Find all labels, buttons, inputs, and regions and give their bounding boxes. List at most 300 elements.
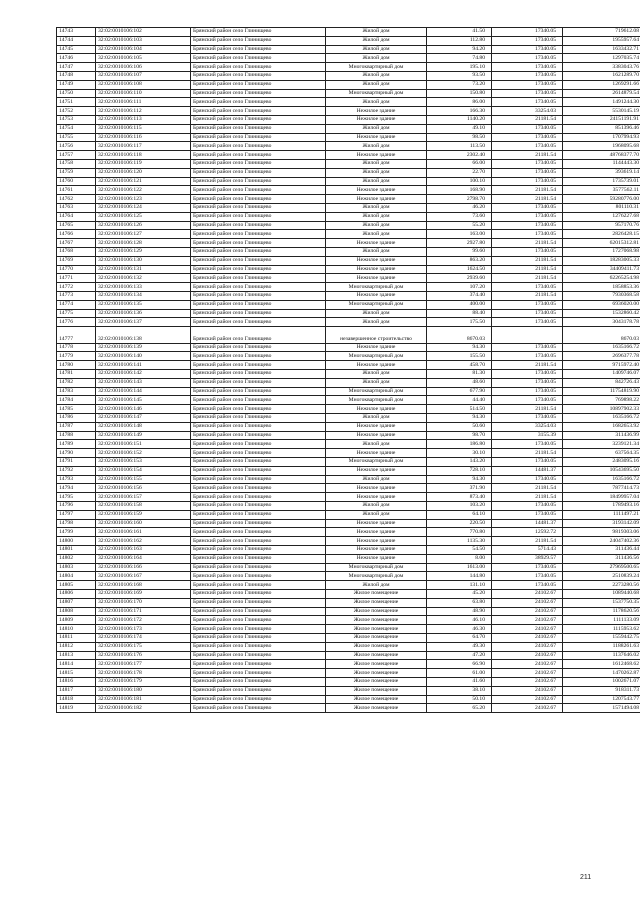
row-number-cell: 14747 <box>57 63 96 72</box>
row-number-cell: 14804 <box>57 572 96 581</box>
object-type-cell: Нежилое здание <box>326 405 427 414</box>
address-cell: Брянский район село Глинищево <box>191 528 326 537</box>
address-cell: Брянский район село Глинищево <box>191 440 326 449</box>
address-cell: Брянский район село Глинищево <box>191 115 326 124</box>
row-number-cell: 14764 <box>57 212 96 221</box>
table-row <box>57 449 640 458</box>
address-cell: Брянский район село Глинищево <box>191 484 326 493</box>
table-row <box>57 704 640 713</box>
area-cell: 1613.00 <box>427 563 492 572</box>
area-cell: 81.30 <box>427 370 492 379</box>
cadastral-value-cell: 1470262.87 <box>563 669 640 678</box>
cadastral-number-cell: 32:02:0010106:134 <box>96 291 191 300</box>
address-cell: Брянский район село Глинищево <box>191 502 326 511</box>
object-type-cell: Жилое помещение <box>326 625 427 634</box>
cadastral-number-cell: 32:02:0010106:148 <box>96 422 191 431</box>
cadastral-number-cell: 32:02:0010106:149 <box>96 431 191 440</box>
cadastral-value-cell: 10543695.50 <box>563 466 640 475</box>
table-row <box>57 71 640 80</box>
cadastral-value-cell: 1635166.72 <box>563 343 640 352</box>
specific-value-cell: 21181.54 <box>492 115 563 124</box>
cadastral-number-cell: 32:02:0010106:158 <box>96 502 191 511</box>
object-type-cell: Жилое помещение <box>326 660 427 669</box>
cadastral-value-cell: 769898.22 <box>563 396 640 405</box>
area-cell: 88.40 <box>427 309 492 318</box>
table-row <box>57 458 640 467</box>
specific-value-cell: 17340.05 <box>492 370 563 379</box>
object-type-cell: Нежилое здание <box>326 151 427 160</box>
row-number-cell: 14792 <box>57 466 96 475</box>
specific-value-cell: 24102.67 <box>492 660 563 669</box>
object-type-cell: Жилое помещение <box>326 695 427 704</box>
area-cell: 2798.70 <box>427 195 492 204</box>
cadastral-number-cell: 32:02:0010106:179 <box>96 677 191 686</box>
specific-value-cell: 33254.03 <box>492 107 563 116</box>
row-number-cell: 14813 <box>57 651 96 660</box>
specific-value-cell: 24102.67 <box>492 633 563 642</box>
area-cell: 863.20 <box>427 256 492 265</box>
row-number-cell: 14810 <box>57 625 96 634</box>
table-row <box>57 528 640 537</box>
specific-value-cell: 17340.05 <box>492 36 563 45</box>
object-type-cell: Жилой дом <box>326 440 427 449</box>
area-cell: 94.30 <box>427 414 492 423</box>
table-row <box>57 493 640 502</box>
address-cell: Брянский район село Глинищево <box>191 28 326 37</box>
cadastral-value-cell: 18283005.33 <box>563 256 640 265</box>
row-number-cell: 14753 <box>57 115 96 124</box>
specific-value-cell: 17340.05 <box>492 414 563 423</box>
address-cell: Брянский район село Глинищево <box>191 195 326 204</box>
object-type-cell: Жилой дом <box>326 502 427 511</box>
area-cell: 107.20 <box>427 283 492 292</box>
table-row <box>57 352 640 361</box>
address-cell: Брянский район село Глинищево <box>191 378 326 387</box>
cadastral-value-cell: 7930368.58 <box>563 291 640 300</box>
object-type-cell: Нежилое здание <box>326 554 427 563</box>
area-cell: 186.80 <box>427 440 492 449</box>
row-number-cell: 14789 <box>57 440 96 449</box>
object-type-cell: Многоквартирный дом <box>326 563 427 572</box>
table-row <box>57 695 640 704</box>
object-type-cell: Нежилое здание <box>326 519 427 528</box>
cadastral-number-cell: 32:02:0010106:145 <box>96 396 191 405</box>
cadastral-number-cell: 32:02:0010106:169 <box>96 590 191 599</box>
table-row <box>57 239 640 248</box>
object-type-cell: Нежилое здание <box>326 431 427 440</box>
area-cell: 1135.30 <box>427 537 492 546</box>
object-type-cell: Жилой дом <box>326 168 427 177</box>
address-cell: Брянский район село Глинищево <box>191 265 326 274</box>
cadastral-value-cell: 1537750.35 <box>563 598 640 607</box>
cadastral-value-cell: 1207543.77 <box>563 695 640 704</box>
row-number-cell: 14759 <box>57 168 96 177</box>
row-number-cell: 14745 <box>57 45 96 54</box>
cadastral-value-cell: 1635166.72 <box>563 414 640 423</box>
address-cell: Брянский район село Глинищево <box>191 660 326 669</box>
address-cell: Брянский район село Глинищево <box>191 581 326 590</box>
table-row <box>57 177 640 186</box>
address-cell: Брянский район село Глинищево <box>191 396 326 405</box>
table-row <box>57 431 640 440</box>
table-row <box>57 502 640 511</box>
object-type-cell: Жилой дом <box>326 221 427 230</box>
cadastral-number-cell: 32:02:0010106:116 <box>96 133 191 142</box>
area-cell: 22.70 <box>427 168 492 177</box>
cadastral-value-cell: 9715972.40 <box>563 361 640 370</box>
object-type-cell: Нежилое здание <box>326 343 427 352</box>
address-cell: Брянский район село Глинищево <box>191 133 326 142</box>
specific-value-cell: 17340.05 <box>492 318 563 327</box>
area-cell: 66.90 <box>427 660 492 669</box>
area-cell: 99.60 <box>427 247 492 256</box>
cadastral-number-cell: 32:02:0010106:161 <box>96 528 191 537</box>
address-cell: Брянский район село Глинищево <box>191 89 326 98</box>
specific-value-cell: 17340.05 <box>492 230 563 239</box>
object-type-cell: Многоквартирный дом <box>326 458 427 467</box>
specific-value-cell: 17340.05 <box>492 221 563 230</box>
row-number-cell: 14774 <box>57 300 96 309</box>
cadastral-value-cell: 1178620.56 <box>563 607 640 616</box>
cadastral-number-cell: 32:02:0010106:166 <box>96 563 191 572</box>
specific-value-cell: 17340.05 <box>492 352 563 361</box>
object-type-cell: Жилое помещение <box>326 607 427 616</box>
cadastral-number-cell: 32:02:0010106:137 <box>96 318 191 327</box>
area-cell: 48.90 <box>427 607 492 616</box>
cadastral-value-cell: 1002671.07 <box>563 677 640 686</box>
table-row <box>57 370 640 379</box>
address-cell: Брянский район село Глинищево <box>191 327 326 344</box>
row-number-cell: 14771 <box>57 274 96 283</box>
row-number-cell: 14785 <box>57 405 96 414</box>
cadastral-number-cell: 32:02:0010106:129 <box>96 247 191 256</box>
area-cell: 41.60 <box>427 677 492 686</box>
cadastral-value-cell: 1735739.01 <box>563 177 640 186</box>
cadastral-number-cell: 32:02:0010106:140 <box>96 352 191 361</box>
cadastral-value-cell: 62015312.81 <box>563 239 640 248</box>
table-row <box>57 107 640 116</box>
address-cell: Брянский район село Глинищево <box>191 212 326 221</box>
specific-value-cell: 5714.43 <box>492 546 563 555</box>
address-cell: Брянский район село Глинищево <box>191 598 326 607</box>
object-type-cell: Жилое помещение <box>326 686 427 695</box>
cadastral-number-cell: 32:02:0010106:151 <box>96 440 191 449</box>
cadastral-number-cell: 32:02:0010106:142 <box>96 370 191 379</box>
specific-value-cell: 21181.54 <box>492 449 563 458</box>
address-cell: Брянский район село Глинищево <box>191 142 326 151</box>
cadastral-number-cell: 32:02:0010106:152 <box>96 449 191 458</box>
area-cell: 371.90 <box>427 484 492 493</box>
row-number-cell: 14758 <box>57 159 96 168</box>
cadastral-number-cell: 32:02:0010106:156 <box>96 484 191 493</box>
row-number-cell: 14770 <box>57 265 96 274</box>
table-row <box>57 221 640 230</box>
cadastral-value-cell: 1188261.63 <box>563 642 640 651</box>
cadastral-value-cell: 2483095.16 <box>563 458 640 467</box>
cadastral-value-cell: 8670.03 <box>563 327 640 344</box>
object-type-cell: Многоквартирный дом <box>326 387 427 396</box>
cadastral-number-cell: 32:02:0010106:147 <box>96 414 191 423</box>
cadastral-value-cell: 311436.56 <box>563 554 640 563</box>
specific-value-cell: 24102.67 <box>492 651 563 660</box>
object-type-cell: Жилое помещение <box>326 669 427 678</box>
specific-value-cell: 24102.67 <box>492 625 563 634</box>
cadastral-number-cell: 32:02:0010106:122 <box>96 186 191 195</box>
table-row <box>57 642 640 651</box>
specific-value-cell: 17340.05 <box>492 133 563 142</box>
cadastral-number-cell: 32:02:0010106:171 <box>96 607 191 616</box>
object-type-cell: Нежилое здание <box>326 115 427 124</box>
address-cell: Брянский район село Глинищево <box>191 414 326 423</box>
cadastral-number-cell: 32:02:0010106:121 <box>96 177 191 186</box>
area-cell: 728.10 <box>427 466 492 475</box>
row-number-cell: 14799 <box>57 528 96 537</box>
specific-value-cell: 17340.05 <box>492 71 563 80</box>
specific-value-cell: 24102.67 <box>492 590 563 599</box>
cadastral-number-cell: 32:02:0010106:104 <box>96 45 191 54</box>
row-number-cell: 14765 <box>57 221 96 230</box>
specific-value-cell: 17340.05 <box>492 89 563 98</box>
cadastral-number-cell: 32:02:0010106:118 <box>96 151 191 160</box>
area-cell: 44.40 <box>427 396 492 405</box>
row-number-cell: 14791 <box>57 458 96 467</box>
object-type-cell: Жилой дом <box>326 36 427 45</box>
specific-value-cell: 21181.54 <box>492 256 563 265</box>
area-cell: 103.20 <box>427 502 492 511</box>
area-cell: 8.00 <box>427 554 492 563</box>
object-type-cell: Жилой дом <box>326 378 427 387</box>
cadastral-number-cell: 32:02:0010106:102 <box>96 28 191 37</box>
area-cell: 100.10 <box>427 177 492 186</box>
address-cell: Брянский район село Глинищево <box>191 151 326 160</box>
specific-value-cell: 21181.54 <box>492 291 563 300</box>
cadastral-value-cell: 5530145.19 <box>563 107 640 116</box>
cadastral-number-cell: 32:02:0010106:120 <box>96 168 191 177</box>
cadastral-number-cell: 32:02:0010106:117 <box>96 142 191 151</box>
area-cell: 143.20 <box>427 458 492 467</box>
cadastral-value-cell: 1111497.21 <box>563 510 640 519</box>
specific-value-cell: 17340.05 <box>492 177 563 186</box>
specific-value-cell: 24102.67 <box>492 695 563 704</box>
area-cell: 150.80 <box>427 89 492 98</box>
address-cell: Брянский район село Глинищево <box>191 563 326 572</box>
object-type-cell: Нежилое здание <box>326 449 427 458</box>
cadastral-value-cell: 851396.46 <box>563 124 640 133</box>
row-number-cell: 14760 <box>57 177 96 186</box>
address-cell: Брянский район село Глинищево <box>191 256 326 265</box>
specific-value-cell: 24102.67 <box>492 616 563 625</box>
object-type-cell: Жилое помещение <box>326 633 427 642</box>
specific-value-cell: 17340.05 <box>492 458 563 467</box>
specific-value-cell: 17340.05 <box>492 124 563 133</box>
address-cell: Брянский район село Глинищево <box>191 422 326 431</box>
area-cell: 48.60 <box>427 378 492 387</box>
table-row <box>57 124 640 133</box>
cadastral-value-cell: 1269291.66 <box>563 80 640 89</box>
area-cell: 86.00 <box>427 98 492 107</box>
cadastral-value-cell: 1144443.30 <box>563 159 640 168</box>
address-cell: Брянский район село Глинищево <box>191 300 326 309</box>
address-cell: Брянский район село Глинищево <box>191 71 326 80</box>
area-cell: 55.20 <box>427 221 492 230</box>
cadastral-value-cell: 3383043.76 <box>563 63 640 72</box>
specific-value-cell: 17340.05 <box>492 581 563 590</box>
specific-value-cell: 17340.05 <box>492 54 563 63</box>
cadastral-number-cell: 32:02:0010106:132 <box>96 274 191 283</box>
area-cell: 41.50 <box>427 28 492 37</box>
cadastral-number-cell: 32:02:0010106:112 <box>96 107 191 116</box>
row-number-cell: 14809 <box>57 616 96 625</box>
address-cell: Брянский район село Глинищево <box>191 572 326 581</box>
row-number-cell: 14757 <box>57 151 96 160</box>
cadastral-number-cell: 32:02:0010106:159 <box>96 510 191 519</box>
address-cell: Брянский район село Глинищево <box>191 590 326 599</box>
cadastral-number-cell: 32:02:0010106:180 <box>96 686 191 695</box>
address-cell: Брянский район село Глинищево <box>191 352 326 361</box>
object-type-cell: Жилой дом <box>326 142 427 151</box>
cadastral-number-cell: 32:02:0010106:135 <box>96 300 191 309</box>
area-cell: 50.10 <box>427 695 492 704</box>
cadastral-value-cell: 59280776.00 <box>563 195 640 204</box>
table-row <box>57 247 640 256</box>
address-cell: Брянский район село Глинищево <box>191 124 326 133</box>
cadastral-value-cell: 62265254.98 <box>563 274 640 283</box>
cadastral-number-cell: 32:02:0010106:108 <box>96 80 191 89</box>
area-cell: 113.50 <box>427 142 492 151</box>
table-row <box>57 607 640 616</box>
specific-value-cell: 21181.54 <box>492 537 563 546</box>
table-row <box>57 387 640 396</box>
area-cell: 155.50 <box>427 352 492 361</box>
cadastral-number-cell: 32:02:0010106:141 <box>96 361 191 370</box>
cadastral-value-cell: 1633432.71 <box>563 45 640 54</box>
cadastral-number-cell: 32:02:0010106:133 <box>96 283 191 292</box>
address-cell: Брянский район село Глинищево <box>191 686 326 695</box>
address-cell: Брянский район село Глинищево <box>191 63 326 72</box>
specific-value-cell: 21181.54 <box>492 361 563 370</box>
table-row <box>57 651 640 660</box>
address-cell: Брянский район село Глинищево <box>191 493 326 502</box>
area-cell: 98.70 <box>427 431 492 440</box>
address-cell: Брянский район село Глинищево <box>191 80 326 89</box>
cadastral-value-cell: 918311.73 <box>563 686 640 695</box>
cadastral-number-cell: 32:02:0010106:164 <box>96 554 191 563</box>
cadastral-number-cell: 32:02:0010106:125 <box>96 212 191 221</box>
row-number-cell: 14755 <box>57 133 96 142</box>
table-row <box>57 396 640 405</box>
address-cell: Брянский район село Глинищево <box>191 239 326 248</box>
cadastral-number-cell: 32:02:0010106:123 <box>96 195 191 204</box>
row-number-cell: 14754 <box>57 124 96 133</box>
object-type-cell: Жилое помещение <box>326 590 427 599</box>
row-number-cell: 14743 <box>57 28 96 37</box>
row-number-cell: 14808 <box>57 607 96 616</box>
row-number-cell: 14775 <box>57 309 96 318</box>
cadastral-value-cell: 48768377.70 <box>563 151 640 160</box>
address-cell: Брянский район село Глинищево <box>191 45 326 54</box>
specific-value-cell <box>492 327 563 344</box>
table-row <box>57 378 640 387</box>
area-cell: 166.30 <box>427 107 492 116</box>
table-row <box>57 300 640 309</box>
object-type-cell: Нежилое здание <box>326 265 427 274</box>
cadastral-number-cell: 32:02:0010106:130 <box>96 256 191 265</box>
area-cell: 66.00 <box>427 159 492 168</box>
specific-value-cell: 17340.05 <box>492 159 563 168</box>
cadastral-value-cell: 2510839.24 <box>563 572 640 581</box>
cadastral-number-cell: 32:02:0010106:175 <box>96 642 191 651</box>
row-number-cell: 14767 <box>57 239 96 248</box>
object-type-cell: Жилой дом <box>326 212 427 221</box>
specific-value-cell: 17340.05 <box>492 343 563 352</box>
cadastral-value-cell: 10897902.33 <box>563 405 640 414</box>
object-type-cell: Жилое помещение <box>326 651 427 660</box>
address-cell: Брянский район село Глинищево <box>191 466 326 475</box>
row-number-cell: 14812 <box>57 642 96 651</box>
specific-value-cell: 17340.05 <box>492 510 563 519</box>
specific-value-cell: 17340.05 <box>492 378 563 387</box>
cadastral-value-cell: 3043178.78 <box>563 318 640 327</box>
table-row <box>57 45 640 54</box>
cadastral-value-cell: 1276227.68 <box>563 212 640 221</box>
area-cell: 677.90 <box>427 387 492 396</box>
specific-value-cell: 17340.05 <box>492 80 563 89</box>
area-cell: 2927.80 <box>427 239 492 248</box>
cadastral-value-cell: 24151191.91 <box>563 115 640 124</box>
area-cell: 94.20 <box>427 45 492 54</box>
address-cell: Брянский район село Глинищево <box>191 203 326 212</box>
address-cell: Брянский район село Глинищево <box>191 625 326 634</box>
table-row <box>57 598 640 607</box>
cadastral-value-cell: 1789493.16 <box>563 502 640 511</box>
cadastral-value-cell: 34409411.73 <box>563 265 640 274</box>
row-number-cell: 14779 <box>57 352 96 361</box>
cadastral-number-cell: 32:02:0010106:138 <box>96 327 191 344</box>
cadastral-value-cell: 957170.76 <box>563 221 640 230</box>
table-row <box>57 230 640 239</box>
address-cell: Брянский район село Глинищево <box>191 669 326 678</box>
object-type-cell: Жилой дом <box>326 318 427 327</box>
cadastral-value-cell: 11754819.90 <box>563 387 640 396</box>
area-cell: 175.50 <box>427 318 492 327</box>
area-cell: 54.50 <box>427 546 492 555</box>
table-row <box>57 80 640 89</box>
area-cell: 73.60 <box>427 212 492 221</box>
specific-value-cell: 3155.39 <box>492 431 563 440</box>
cadastral-number-cell: 32:02:0010106:106 <box>96 63 191 72</box>
area-cell: 374.40 <box>427 291 492 300</box>
cadastral-number-cell: 32:02:0010106:111 <box>96 98 191 107</box>
specific-value-cell: 21181.54 <box>492 186 563 195</box>
object-type-cell: Жилой дом <box>326 414 427 423</box>
object-type-cell: Жилой дом <box>326 177 427 186</box>
specific-value-cell: 21181.54 <box>492 274 563 283</box>
object-type-cell: Жилой дом <box>326 159 427 168</box>
object-type-cell: Жилой дом <box>326 28 427 37</box>
cadastral-number-cell: 32:02:0010106:157 <box>96 493 191 502</box>
table-row <box>57 327 640 344</box>
object-type-cell: Нежилое здание <box>326 546 427 555</box>
row-number-cell: 14761 <box>57 186 96 195</box>
area-cell: 46.20 <box>427 203 492 212</box>
cadastral-number-cell: 32:02:0010106:176 <box>96 651 191 660</box>
table-row <box>57 168 640 177</box>
specific-value-cell: 17340.05 <box>492 142 563 151</box>
cadastral-number-cell: 32:02:0010106:181 <box>96 695 191 704</box>
area-cell: 458.70 <box>427 361 492 370</box>
object-type-cell: Нежилое здание <box>326 291 427 300</box>
object-type-cell: Нежилое здание <box>326 256 427 265</box>
